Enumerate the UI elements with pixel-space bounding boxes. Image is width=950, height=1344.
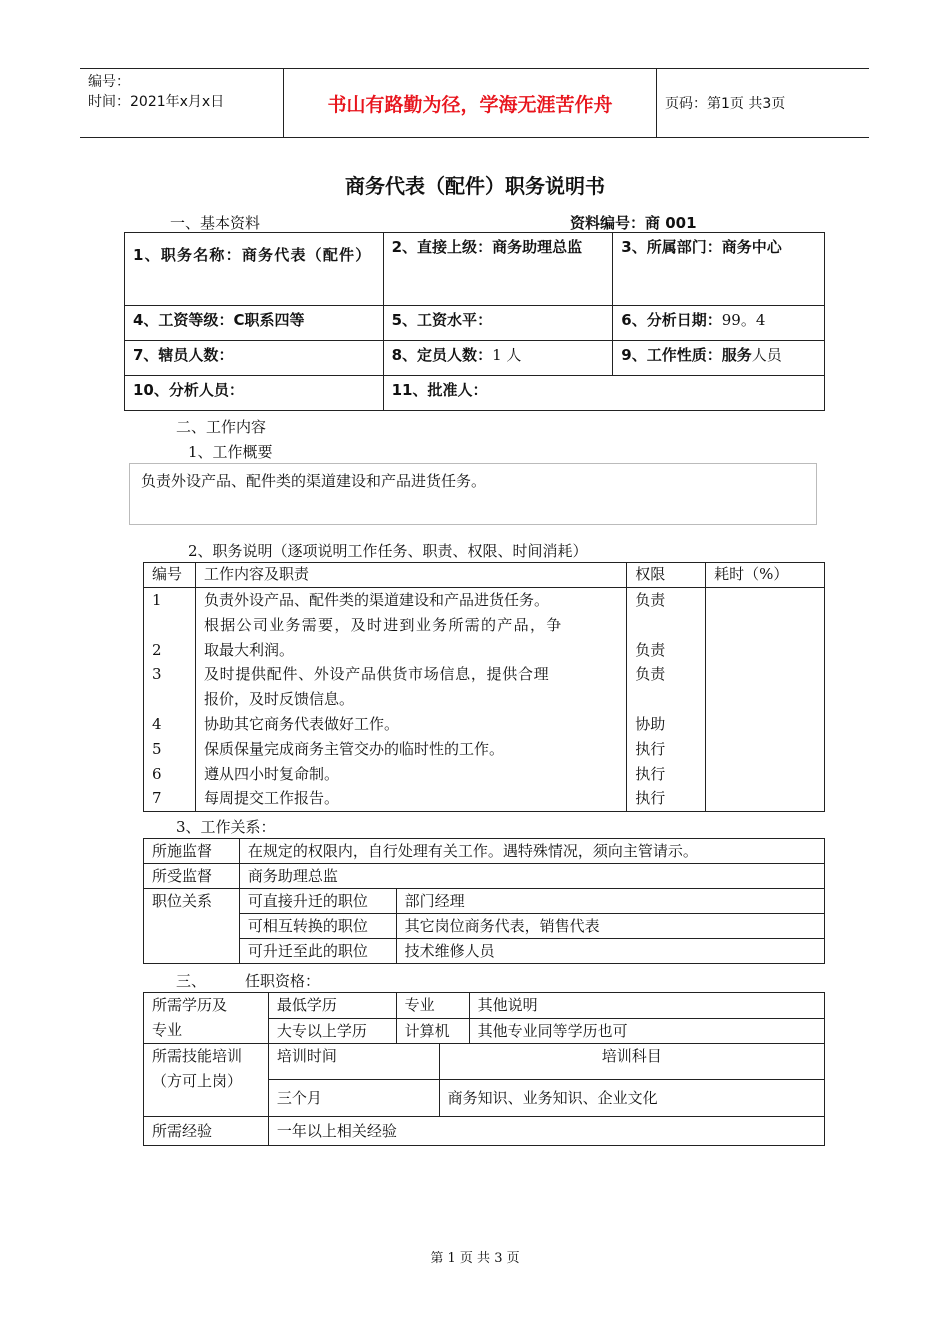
promote-label: 可直接升迁的职位 — [239, 889, 396, 914]
duty-time — [706, 712, 825, 737]
education-label-line1: 所需学历及 — [152, 996, 228, 1014]
department-cell: 3、所属部门：商务中心 — [613, 233, 825, 306]
duty-authority: 执行 — [627, 786, 706, 811]
duty-content: 保质保量完成商务主管交办的临时性的工作。 — [195, 737, 626, 762]
duties-header-no: 编号 — [144, 563, 196, 588]
relations-heading: 3、工作关系： — [176, 818, 276, 836]
duty-content: 取最大利润。 — [195, 638, 626, 663]
doc-code: 资料编号：商 001 — [570, 214, 697, 232]
table-row — [144, 737, 825, 762]
quota-cell — [383, 341, 613, 376]
position-relations-label: 职位关系 — [144, 889, 240, 964]
supervise-label: 所施监督 — [144, 839, 240, 864]
duty-no: 2 — [144, 638, 196, 663]
analyst-cell: 10、分析人员： — [125, 376, 384, 411]
duty-time — [706, 687, 825, 712]
duty-time — [706, 638, 825, 663]
promote-from-text: 技术维修人员 — [396, 939, 824, 964]
work-nature-cell — [613, 341, 825, 376]
duty-time — [706, 662, 825, 687]
duty-content: 根据公司业务需要，及时进到业务所需的产品，争 — [195, 613, 626, 638]
skill-training-line1: 所需技能培训 — [152, 1047, 243, 1065]
duty-no: 4 — [144, 712, 196, 737]
transfer-text: 其它岗位商务代表，销售代表 — [396, 914, 824, 939]
transfer-label: 可相互转换的职位 — [239, 914, 396, 939]
relations-table — [143, 838, 825, 964]
duty-authority: 协助 — [627, 712, 706, 737]
major-label: 专业 — [396, 993, 469, 1019]
duties-header-content: 工作内容及职责 — [195, 563, 626, 588]
duties-heading: 2、职务说明（逐项说明工作任务、职责、权限、时间消耗） — [188, 542, 588, 560]
duty-time — [706, 737, 825, 762]
table-row — [144, 613, 825, 638]
duty-authority: 执行 — [627, 762, 706, 787]
duty-content: 及时提供配件、外设产品供货市场信息，提供合理 — [195, 662, 626, 687]
duty-time — [706, 588, 825, 613]
qualification-heading: 任职资格： — [245, 972, 321, 990]
table-row — [144, 762, 825, 787]
work-nature-label: 9、工作性质：服务 — [621, 346, 752, 364]
analysis-date-value: 99。4 — [721, 311, 766, 329]
education-label — [144, 993, 269, 1044]
training-time-label: 培训时间 — [268, 1044, 439, 1080]
header-motto: 书山有路勤为径，学海无涯苦作舟 — [283, 69, 657, 137]
promote-from-label: 可升迁至此的职位 — [239, 939, 396, 964]
experience-value: 一年以上相关经验 — [268, 1117, 824, 1146]
document-number-label: 编号： — [88, 74, 130, 90]
section2-heading: 二、工作内容 — [176, 418, 267, 436]
duty-no: 5 — [144, 737, 196, 762]
header-meta — [80, 69, 283, 137]
duty-content: 协助其它商务代表做好工作。 — [195, 712, 626, 737]
page-footer: 第 1 页 共 3 页 — [430, 1251, 520, 1266]
duties-header-authority: 权限 — [627, 563, 706, 588]
duty-content: 遵从四小时复命制。 — [195, 762, 626, 787]
position-name: 1、职务名称：商务代表（配件） — [133, 246, 372, 264]
document-title: 商务代表（配件）职务说明书 — [345, 174, 605, 198]
analysis-date-cell — [613, 306, 825, 341]
table-row — [144, 588, 825, 613]
duty-time — [706, 786, 825, 811]
duty-content: 负责外设产品、配件类的渠道建设和产品进货任务。 — [195, 588, 626, 613]
table-row — [144, 786, 825, 811]
duty-time — [706, 762, 825, 787]
quota-label: 8、定员人数： — [391, 346, 493, 364]
min-education-label: 最低学历 — [268, 993, 396, 1019]
duty-no: 3 — [144, 662, 196, 687]
overview-text: 负责外设产品、配件类的渠道建设和产品进货任务。 — [141, 472, 487, 490]
position-name-cell — [125, 233, 384, 306]
duty-authority: 负责 — [627, 662, 706, 687]
duty-time — [706, 613, 825, 638]
overview-heading: 1、工作概要 — [188, 443, 273, 461]
duty-authority — [627, 613, 706, 638]
duty-no: 1 — [144, 588, 196, 613]
other-note-value: 其他专业同等学历也可 — [469, 1018, 824, 1044]
table-row — [144, 662, 825, 687]
supervised-label: 所受监督 — [144, 864, 240, 889]
quota-value: 1 人 — [492, 346, 522, 364]
education-label-line2: 专业 — [152, 1021, 183, 1039]
approver-cell: 11、批准人： — [383, 376, 824, 411]
duty-authority: 负责 — [627, 588, 706, 613]
duties-header-time: 耗时（%） — [706, 563, 825, 588]
superior-cell: 2、直接上级：商务助理总监 — [383, 233, 613, 306]
duty-no — [144, 687, 196, 712]
supervised-text: 商务助理总监 — [239, 864, 824, 889]
basic-info-table — [124, 232, 825, 411]
duties-table — [143, 562, 825, 812]
overview-box — [129, 463, 817, 525]
duty-no: 7 — [144, 786, 196, 811]
other-note-label: 其他说明 — [469, 993, 824, 1019]
duty-authority: 执行 — [627, 737, 706, 762]
salary-grade-cell: 4、工资等级：C职系四等 — [125, 306, 384, 341]
subordinates-cell: 7、辖员人数： — [125, 341, 384, 376]
analysis-date-label: 6、分析日期： — [621, 311, 722, 329]
skill-training-line2: （方可上岗） — [152, 1072, 243, 1090]
experience-label: 所需经验 — [144, 1117, 269, 1146]
duty-authority: 负责 — [627, 638, 706, 663]
skill-training-label — [144, 1044, 269, 1117]
table-row — [144, 687, 825, 712]
work-nature-value: 人员 — [751, 346, 782, 364]
header-page-label: 页码：第1页 共3页 — [665, 96, 786, 112]
supervise-text: 在规定的权限内，自行处理有关工作。遇特殊情况，须向主管请示。 — [239, 839, 824, 864]
min-education-value: 大专以上学历 — [268, 1018, 396, 1044]
qualification-table — [143, 992, 825, 1146]
training-subject-label: 培训科目 — [439, 1044, 824, 1080]
table-row — [144, 638, 825, 663]
duty-no: 6 — [144, 762, 196, 787]
document-time-label: 时间：2021年x月x日 — [88, 94, 225, 110]
training-time-value: 三个月 — [268, 1080, 439, 1117]
duty-no — [144, 613, 196, 638]
page-header — [80, 68, 869, 138]
promote-text: 部门经理 — [396, 889, 824, 914]
duty-authority — [627, 687, 706, 712]
duty-content: 每周提交工作报告。 — [195, 786, 626, 811]
qualification-heading-num: 三、 — [176, 972, 207, 990]
duty-content: 报价，及时反馈信息。 — [195, 687, 626, 712]
training-subject-value: 商务知识、业务知识、企业文化 — [439, 1080, 824, 1117]
table-row — [144, 712, 825, 737]
salary-level-cell: 5、工资水平： — [383, 306, 613, 341]
section1-heading: 一、基本资料 — [170, 214, 261, 232]
major-value: 计算机 — [396, 1018, 469, 1044]
